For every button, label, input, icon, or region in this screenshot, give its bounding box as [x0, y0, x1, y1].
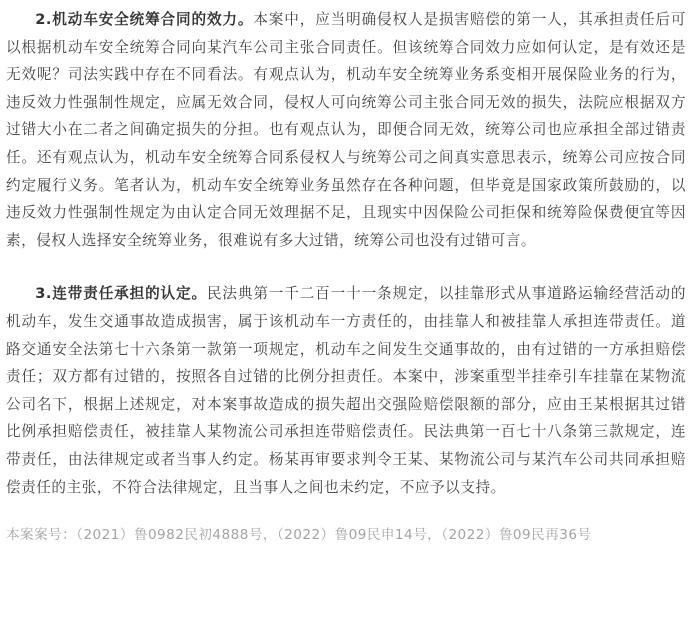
paragraph-body: 本案中，应当明确侵权人是损害赔偿的第一人，其承担责任后可以根据机动车安全统筹合同向某汽车公司主张合同责任。但该统筹合同效力应如何认定，是有效还是无效呢？司法实践中存在不同看法。有观点认为，机动车安全统筹业务系变相开展保险业务的行为，违反效力性强制性规定，应属无效合同，侵权人可向统筹公司主张合同无效的损失，法院应根据双方过错大小在二者之间确定损失的分担。也有观点认为，即便合同无效，统筹公司也应承担全部过错责任。还有观点认为，机动车安全统筹合同系侵权人与统筹公司之间真实意思表示，统筹公司应按合同约定履行义务。笔者认为，机动车安全统筹业务虽然存在各种问题，但毕竟是国家政策所鼓励的，以违反效力性强制性规定为由认定合同无效理据不足，且现实中因保险公司拒保和统筹险保费便宜等因素，侵权人选择安全统筹业务，很难说有多大过错，统筹公司也没有过错可言。: [6, 11, 687, 249]
paragraph-contract-validity: [6, 6, 686, 254]
paragraph-joint-liability: [6, 280, 686, 501]
paragraph-body: 民法典第一千二百一十一条规定，以挂靠形式从事道路运输经营活动的机动车，发生交通事故造成损害，属于该机动车一方责任的，由挂靠人和被挂靠人承担连带责任。道路交通安全法第七十六条第一款第一项规定，机动车之间发生交通事故的，由有过错的一方承担赔偿责任；双方都有过错的，按照各自过错的比例分担责任。本案中，涉案重型半挂牵引车挂靠在某物流公司名下，根据上述规定，对本案事故造成的损失超出交强险赔偿限额的部分，应由王某根据其过错比例承担赔偿责任，被挂靠人某物流公司承担连带赔偿责任。民法典第一百七十八条第三款规定，连带责任，由法律规定或者当事人约定。杨某再审要求判令王某、某物流公司与某汽车公司共同承担赔偿责任的主张，不符合法律规定，且当事人之间也未约定，不应予以支持。: [6, 285, 686, 496]
paragraph-heading: 2.机动车安全统筹合同的效力。: [35, 11, 254, 28]
paragraph-heading: 3.连带责任承担的认定。: [35, 285, 207, 303]
case-numbers: 本案案号：（2021）鲁0982民初4888号，（2022）鲁09民申14号，（2022）鲁09民再36号: [6, 527, 592, 544]
